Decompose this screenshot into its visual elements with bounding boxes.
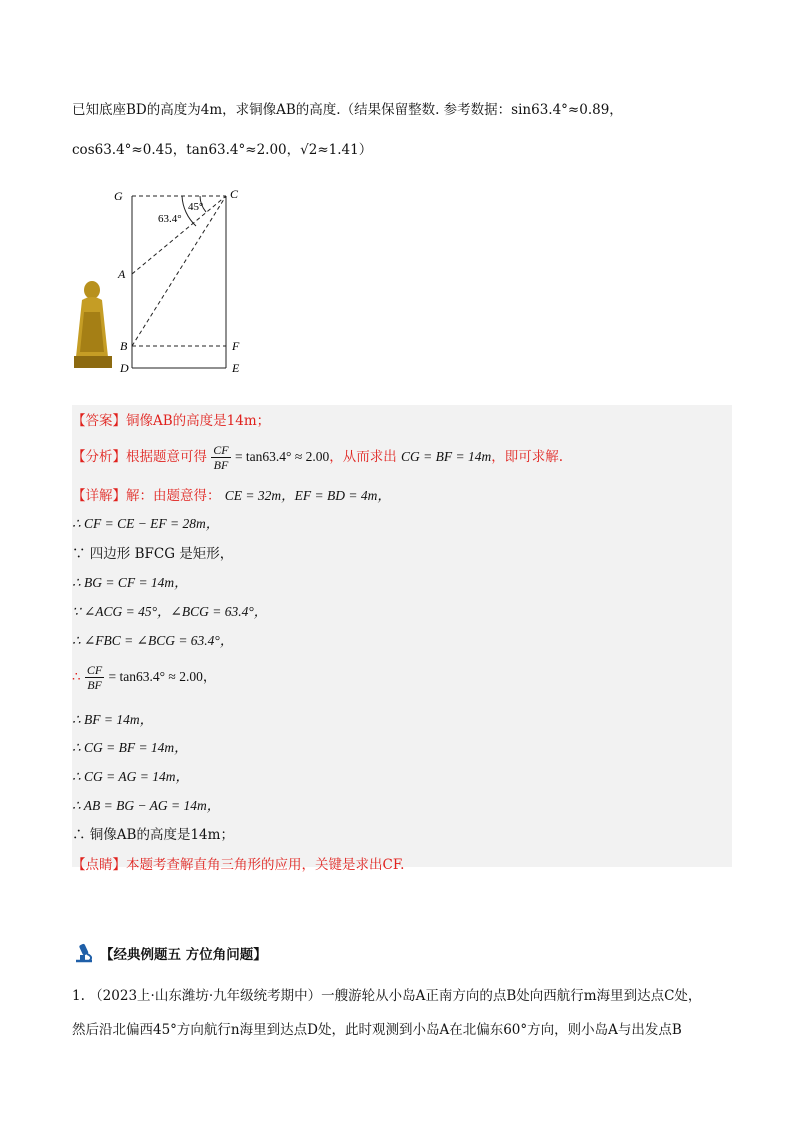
example-heading-row xyxy=(72,942,267,964)
answer-text: 铜像AB的高度是14m； xyxy=(126,413,271,429)
label-C: C xyxy=(230,187,239,201)
analysis-equation: = tan63.4° ≈ 2.00 xyxy=(234,449,330,464)
example-heading: 【经典例题五 方位角问题】 xyxy=(100,947,267,963)
label-A: A xyxy=(118,267,126,281)
geometry-diagram xyxy=(70,182,270,382)
answer-line xyxy=(72,411,270,431)
step-9: ∴ CG = AG = 14m， xyxy=(72,769,189,784)
label-G: G xyxy=(114,189,123,203)
analysis-pre: 根据题意可得 xyxy=(126,449,207,465)
step-6 xyxy=(72,660,216,694)
detail-intro: 解：由题意得： xyxy=(126,488,221,504)
example-q1-line-2: 然后沿北偏西45°方向航行n海里到达点D处，此时观测到小岛A在北偏东60°方向，则小岛A与出发点B xyxy=(72,1022,682,1038)
label-E: E xyxy=(232,361,240,375)
step-2: ∵ 四边形 BFCG 是矩形， xyxy=(72,546,234,562)
question-line-1: 已知底座BD的高度为4m，求铜像AB的高度.（结果保留整数. 参考数据：sin63.4°≈0.89， xyxy=(72,102,623,118)
analysis-post: ，即可求解. xyxy=(491,449,564,465)
step-4: ∵ ∠ACG = 45°，∠BCG = 63.4°， xyxy=(72,604,268,619)
analysis-tag: 【分析】 xyxy=(72,449,126,465)
question-line-2: cos63.4°≈0.45，tan63.4°≈2.00，√2≈1.41） xyxy=(72,142,373,158)
comment-tag: 【点睛】 xyxy=(72,857,126,873)
answer-tag: 【答案】 xyxy=(72,413,126,429)
analysis-mid: ，从而求出 xyxy=(329,449,397,465)
step-11: ∴ 铜像AB的高度是14m； xyxy=(72,827,234,843)
step-8: ∴ CG = BF = 14m， xyxy=(72,740,188,755)
angle-63-4-label: 63.4° xyxy=(158,213,182,225)
statue-image xyxy=(74,281,112,368)
example-q1-line-1: 1. （2023上·山东潍坊·九年级统考期中）一艘游轮从小岛A正南方向的点B处向西航行m海里到达点C处， xyxy=(72,988,702,1004)
step-6-numerator: CF xyxy=(86,663,103,677)
step-3: ∴ BG = CF = 14m， xyxy=(72,575,188,590)
comment-text: 本题考查解直角三角形的应用，关键是求出CF. xyxy=(126,857,405,873)
label-F: F xyxy=(232,339,240,353)
analysis-cg: CG = BF = 14m xyxy=(401,449,492,464)
step-6-denominator: BF xyxy=(87,678,102,692)
step-7: ∴ BF = 14m， xyxy=(72,712,154,727)
fraction-denominator: BF xyxy=(213,458,229,472)
detail-tag: 【详解】 xyxy=(72,488,126,504)
analysis-line xyxy=(72,440,563,474)
angle-45-label: 45° xyxy=(188,201,204,213)
step-10: ∴ AB = BG − AG = 14m， xyxy=(72,798,221,813)
label-B: B xyxy=(120,339,128,353)
analysis-fraction xyxy=(211,443,230,472)
microscope-icon xyxy=(72,942,96,964)
fraction-numerator: CF xyxy=(213,443,229,457)
detail-line xyxy=(72,486,391,506)
step-5: ∴ ∠FBC = ∠BCG = 63.4°， xyxy=(72,633,234,648)
label-D: D xyxy=(120,361,129,375)
step-6-therefore: ∴ xyxy=(72,669,81,685)
step-6-fraction xyxy=(85,663,104,692)
step-6-equation: = tan63.4° ≈ 2.00， xyxy=(108,669,217,684)
detail-given: CE = 32m，EF = BD = 4m， xyxy=(224,488,391,503)
step-1: ∴ CF = CE − EF = 28m， xyxy=(72,516,220,531)
comment-line xyxy=(72,855,404,875)
